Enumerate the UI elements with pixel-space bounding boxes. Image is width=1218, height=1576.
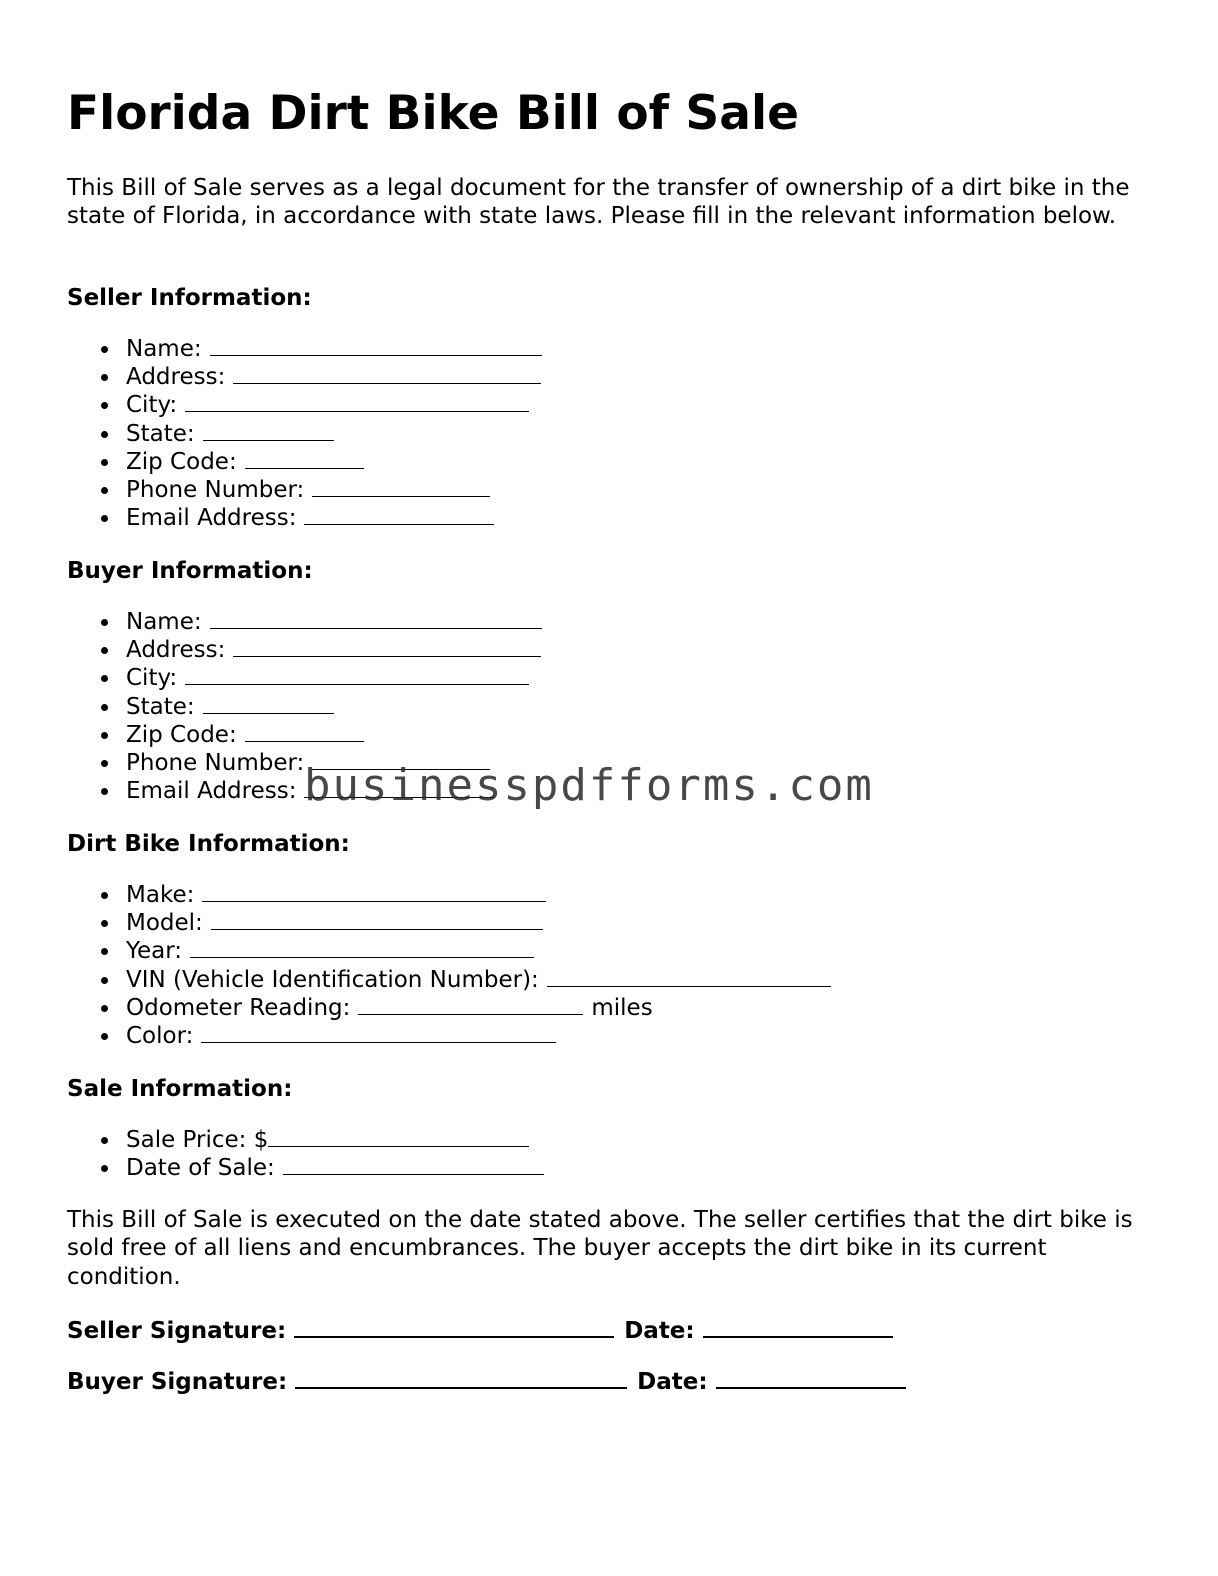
seller-phone-blank[interactable] (312, 476, 490, 497)
buyer-signature-label: Buyer Signature: (67, 1369, 288, 1395)
field-label: Email Address: (126, 505, 297, 532)
field-label: Model: (126, 910, 203, 937)
sale-date-field (67, 1154, 544, 1182)
field-label: VIN (Vehicle Identification Number): (126, 966, 539, 993)
buyer-signature-blank[interactable] (295, 1367, 627, 1389)
buyer-heading: Buyer Information: (67, 558, 313, 584)
bike-odometer-blank[interactable] (358, 994, 583, 1015)
field-label: Zip Code: (126, 448, 237, 475)
buyer-state-blank[interactable] (203, 693, 334, 714)
field-label: Date of Sale: (126, 1155, 275, 1182)
field-label: Zip Code: (126, 721, 237, 748)
intro-paragraph: This Bill of Sale serves as a legal document for the transfer of ownership of a dirt bike in the state of Florida, in accordance with state laws. Please fill in the relevant information below. (67, 175, 1130, 230)
page-title: Florida Dirt Bike Bill of Sale (67, 86, 799, 141)
sale-price-field (67, 1126, 544, 1154)
field-label: State: (126, 693, 195, 720)
seller-zip-blank[interactable] (245, 448, 364, 469)
bike-fields (67, 881, 831, 1050)
seller-name-blank[interactable] (210, 335, 542, 356)
field-label: Odometer Reading: (126, 994, 351, 1021)
seller-state-field (67, 420, 542, 448)
seller-fields (67, 335, 542, 532)
closing-paragraph: This Bill of Sale is executed on the date stated above. The seller certifies that the dirt bike is sold free of all liens and encumbrances. The buyer accepts the dirt bike in its current condition. (67, 1207, 1133, 1290)
seller-email-field (67, 504, 542, 532)
field-label: City: (126, 392, 178, 419)
seller-phone-field (67, 476, 542, 504)
field-label: Name: (126, 609, 202, 635)
buyer-zip-field (67, 721, 542, 749)
buyer-name-field (67, 608, 542, 636)
field-label: Address: (126, 364, 226, 391)
field-label: City: (126, 665, 178, 692)
field-label: State: (126, 420, 195, 447)
seller-state-blank[interactable] (203, 420, 334, 441)
sale-price-blank[interactable] (268, 1126, 529, 1147)
seller-heading: Seller Information: (67, 285, 312, 311)
seller-city-blank[interactable] (185, 391, 529, 412)
field-label: Email Address: (126, 778, 297, 805)
seller-signature-line (67, 1316, 893, 1345)
bike-odometer-field (67, 994, 831, 1022)
buyer-city-blank[interactable] (185, 664, 529, 685)
seller-city-field (67, 391, 542, 419)
buyer-name-blank[interactable] (210, 608, 542, 629)
seller-name-field (67, 335, 542, 363)
seller-zip-field (67, 448, 542, 476)
buyer-city-field (67, 664, 542, 692)
bike-vin-field (67, 966, 831, 994)
bike-make-field (67, 881, 831, 909)
field-label: Make: (126, 882, 195, 908)
buyer-signature-line (67, 1367, 906, 1396)
buyer-date-blank[interactable] (716, 1367, 906, 1389)
seller-date-blank[interactable] (703, 1316, 893, 1338)
buyer-zip-blank[interactable] (245, 721, 364, 742)
buyer-address-blank[interactable] (233, 636, 541, 657)
seller-date-label: Date: (624, 1318, 695, 1344)
bike-year-field (67, 937, 831, 965)
seller-signature-label: Seller Signature: (67, 1318, 287, 1344)
bike-heading: Dirt Bike Information: (67, 831, 350, 857)
field-label: Sale Price: $ (126, 1127, 269, 1153)
field-label: Name: (126, 336, 202, 362)
bike-year-blank[interactable] (190, 937, 534, 958)
field-label: Color: (126, 1023, 194, 1050)
field-label: Year: (126, 938, 183, 965)
bike-model-field (67, 909, 831, 937)
bike-vin-blank[interactable] (547, 966, 831, 987)
seller-address-blank[interactable] (233, 363, 541, 384)
seller-address-field (67, 363, 542, 391)
buyer-state-field (67, 693, 542, 721)
sale-heading: Sale Information: (67, 1076, 293, 1102)
bike-make-blank[interactable] (202, 881, 546, 902)
field-label: Phone Number: (126, 477, 305, 504)
sale-date-blank[interactable] (283, 1154, 544, 1175)
field-label: Address: (126, 637, 226, 664)
field-label: Phone Number: (126, 750, 305, 777)
sale-fields (67, 1126, 544, 1182)
bike-model-blank[interactable] (211, 909, 543, 930)
buyer-address-field (67, 636, 542, 664)
odometer-unit: miles (591, 994, 653, 1021)
watermark: businesspdfforms.com (304, 760, 874, 811)
buyer-date-label: Date: (637, 1369, 708, 1395)
seller-email-blank[interactable] (304, 504, 494, 525)
bike-color-field (67, 1022, 831, 1050)
seller-signature-blank[interactable] (294, 1316, 614, 1338)
bike-color-blank[interactable] (201, 1022, 556, 1043)
